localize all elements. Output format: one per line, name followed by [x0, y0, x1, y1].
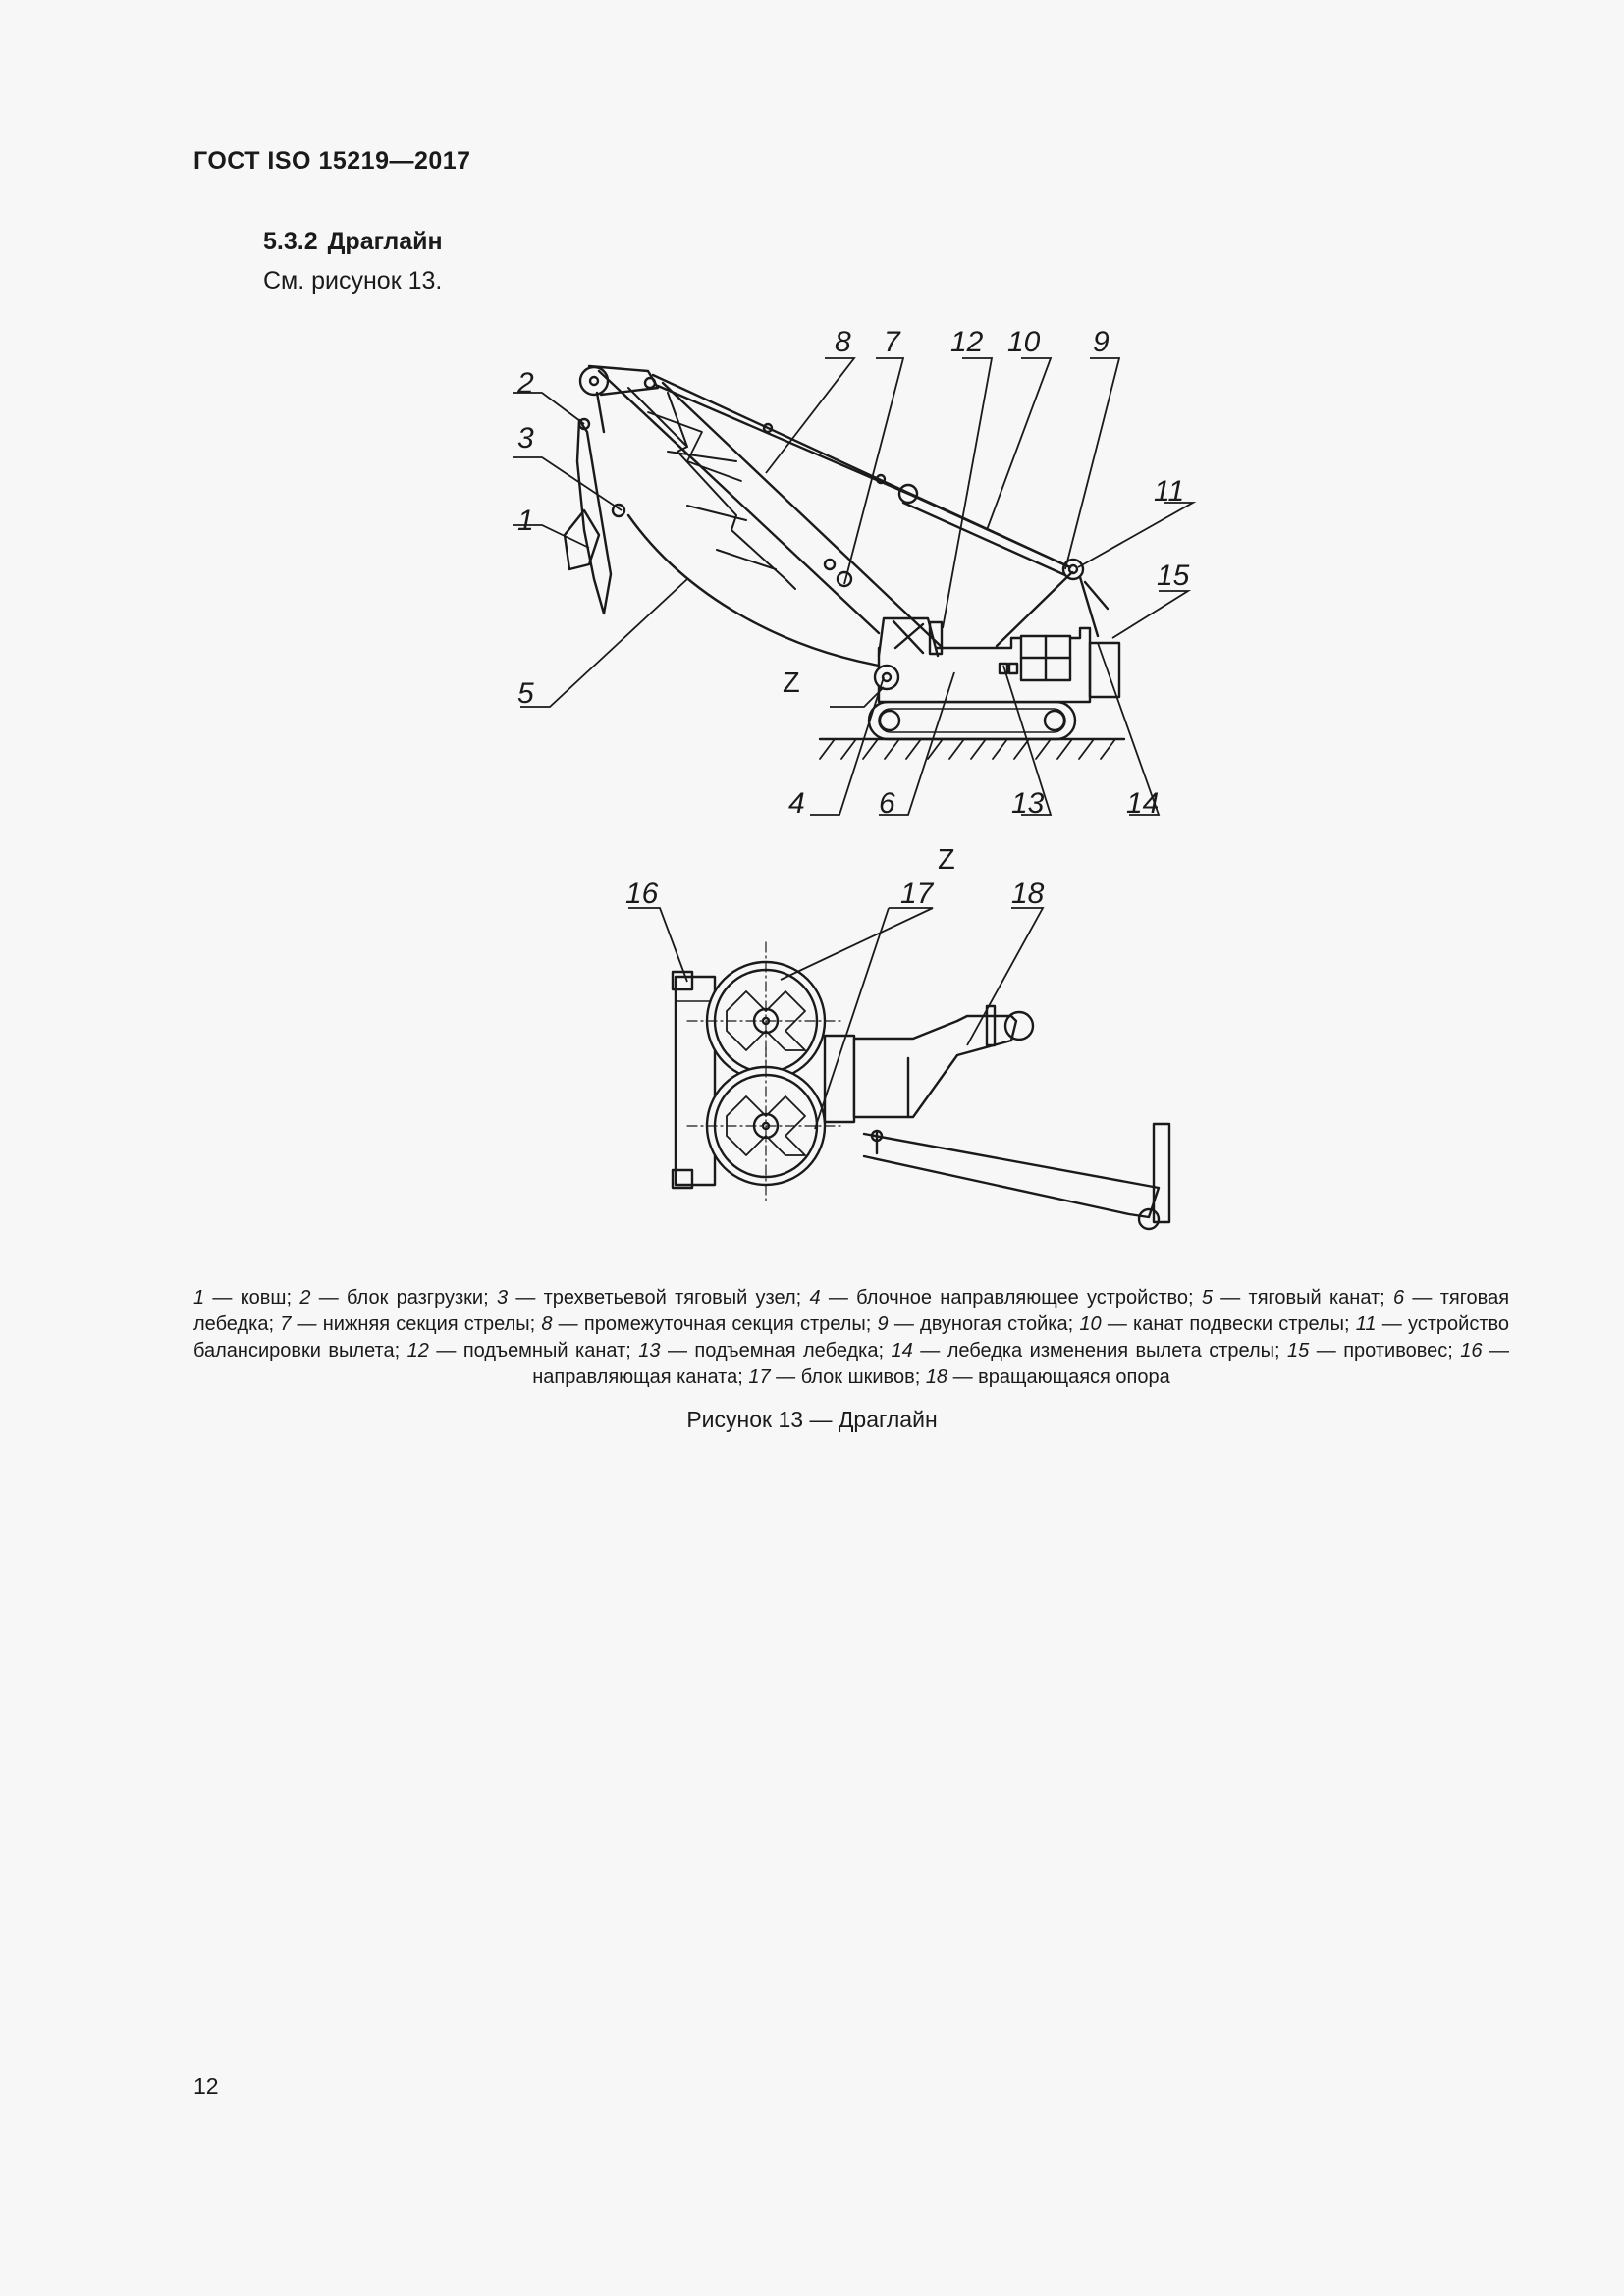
z-view-detail [673, 942, 1169, 1229]
legend-item-text: — тяговый канат; [1212, 1287, 1394, 1308]
callout-labels [516, 326, 1190, 910]
legend-item [1202, 1287, 1393, 1308]
legend-item-number: 1 [193, 1287, 205, 1308]
legend-item [809, 1287, 1201, 1308]
legend-item-text: — ковш; [204, 1287, 300, 1308]
crawler-track [869, 702, 1075, 739]
figure-legend [193, 1285, 1509, 1391]
section-number: 5.3.2 [263, 228, 318, 255]
legend-item-number: 11 [1355, 1313, 1377, 1335]
legend-item-text: — противовес; [1309, 1340, 1461, 1362]
callout-11: 11 [1154, 475, 1185, 507]
legend-item-text: — блок шкивов; [770, 1366, 926, 1388]
legend-item-number: 18 [925, 1366, 948, 1388]
drag-rope [628, 515, 879, 666]
hoist-rope [597, 393, 604, 432]
legend-item-number: 9 [877, 1313, 889, 1335]
legend-item-text: — подъемная лебедка; [660, 1340, 892, 1362]
legend-item-number: 6 [1393, 1287, 1405, 1308]
legend-item-number: 15 [1287, 1340, 1310, 1362]
legend-item [892, 1340, 1288, 1362]
legend-item [497, 1287, 810, 1308]
legend-item-text: — подъемный канат; [428, 1340, 639, 1362]
legend-item-number: 12 [406, 1340, 429, 1362]
callout-8: 8 [835, 326, 851, 358]
legend-item [541, 1313, 877, 1335]
document-header: ГОСТ ISO 15219—2017 [193, 147, 471, 175]
callout-9: 9 [1093, 326, 1110, 358]
callout-15: 15 [1157, 560, 1190, 592]
bucket [565, 419, 624, 614]
legend-item-number: 17 [748, 1366, 771, 1388]
legend-item-text: — промежуточная секция стрелы; [552, 1313, 878, 1335]
legend-item-number: 2 [299, 1287, 311, 1308]
legend-item [748, 1366, 925, 1388]
callout-2: 2 [517, 367, 534, 400]
figure-caption: Рисунок 13 — Драглайн [686, 1407, 938, 1432]
legend-item-number: 7 [280, 1313, 292, 1335]
legend-item [407, 1340, 639, 1362]
legend-item-text: — нижняя секция стрелы; [291, 1313, 542, 1335]
callout-10: 10 [1007, 326, 1041, 358]
callout-6: 6 [879, 787, 895, 820]
legend-item-number: 4 [809, 1287, 821, 1308]
callout-17: 17 [900, 878, 934, 910]
callout-13: 13 [1011, 787, 1045, 820]
legend-item [299, 1287, 497, 1308]
legend-item-text: — трехветьевой тяговый узел; [508, 1287, 810, 1308]
view-z-title: Z [938, 844, 955, 876]
legend-item-text: — тяговая лебедка; [193, 1287, 1510, 1335]
legend-item-number: 3 [496, 1287, 509, 1308]
callout-18: 18 [1011, 878, 1045, 910]
legend-item-number: 14 [891, 1340, 913, 1362]
callout-5: 5 [517, 677, 534, 710]
legend-item [193, 1287, 299, 1308]
legend-item-number: 10 [1079, 1313, 1102, 1335]
legend-item-text: — блочное направляющее устройство; [820, 1287, 1202, 1308]
legend-item-text: — устройство балансировки вылета; [193, 1313, 1509, 1362]
section-title: Драглайн [327, 228, 443, 255]
legend-item-text: — направляющая каната; [532, 1340, 1510, 1388]
legend-item [1079, 1313, 1355, 1335]
legend-item-text: — канат подвески стрелы; [1101, 1313, 1356, 1335]
legend-item-text: — вращающаяся опора [947, 1366, 1170, 1388]
callout-7: 7 [884, 326, 900, 358]
legend-item-number: 8 [541, 1313, 553, 1335]
legend-item-text: — двуногая стойка; [888, 1313, 1080, 1335]
view-z-marker: Z [783, 667, 800, 699]
callout-4: 4 [788, 787, 805, 820]
callout-12: 12 [950, 326, 984, 358]
legend-item-text: — блок разгрузки; [310, 1287, 497, 1308]
legend-item-number: 16 [1460, 1340, 1483, 1362]
callout-3: 3 [517, 422, 534, 454]
legend-item-number: 5 [1201, 1287, 1213, 1308]
page-number: 12 [193, 2073, 219, 2099]
callout-1: 1 [517, 505, 534, 537]
legend-item-text: — лебедка изменения вылета стрелы; [912, 1340, 1288, 1362]
machine-house [875, 618, 1119, 702]
legend-item [280, 1313, 541, 1335]
legend-item [638, 1340, 891, 1362]
legend-item [926, 1366, 1170, 1388]
ground-line [820, 739, 1124, 759]
legend-item-number: 13 [638, 1340, 661, 1362]
legend-item [1287, 1340, 1460, 1362]
swivel-support [825, 1006, 1169, 1229]
figure-reference: См. рисунок 13. [263, 267, 443, 294]
callout-16: 16 [625, 878, 659, 910]
legend-item [878, 1313, 1080, 1335]
boom [599, 371, 943, 648]
callout-14: 14 [1126, 787, 1160, 820]
